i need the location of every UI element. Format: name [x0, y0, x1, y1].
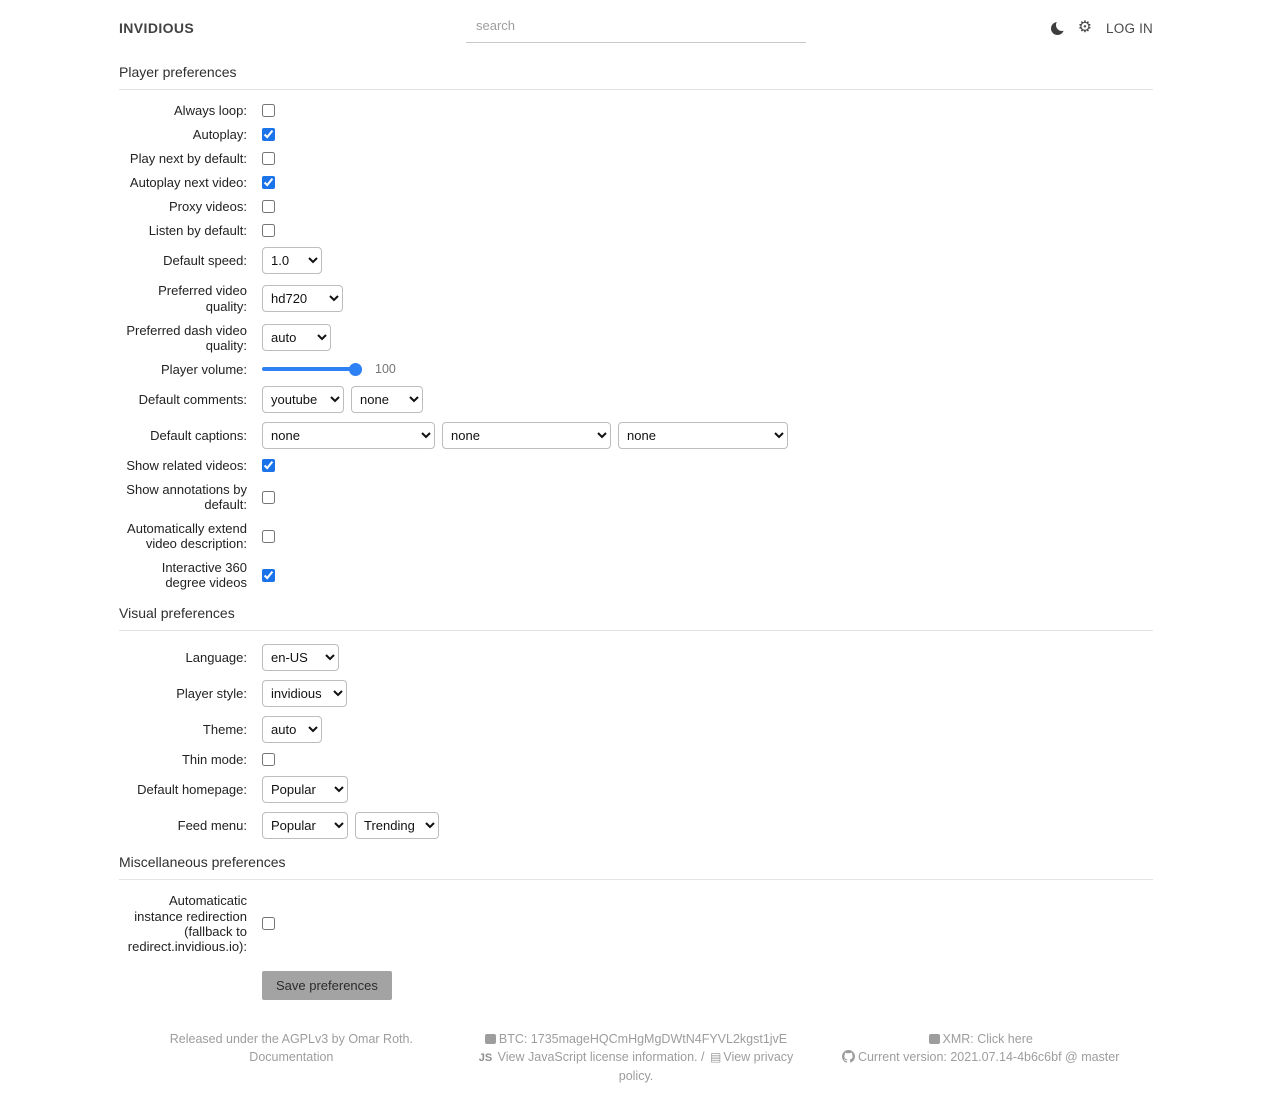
documentation-link[interactable]: Documentation [249, 1049, 334, 1064]
player-style-label: Player style: [176, 686, 247, 702]
pref-row-autoplay [119, 127, 1153, 142]
player-volume-label: Player volume: [161, 361, 247, 377]
brand-link[interactable]: INVIDIOUS [119, 20, 195, 36]
instance-redirect-label: Automaticatic instance redirection (fallback to redirect.invidious.io): [127, 893, 247, 954]
thin-mode-label: Thin mode: [181, 752, 247, 768]
interactive-360-label: Interactive 360 degree videos [161, 560, 247, 591]
footer-license-text: Released under the AGPLv3 by Omar Roth. [169, 1031, 413, 1046]
show-annotations-label: Show annotations by default: [126, 481, 247, 513]
default-speed-select[interactable] [262, 247, 322, 274]
pref-row-thin-mode [119, 752, 1153, 767]
save-row [119, 971, 1153, 1000]
autoplay-label: Autoplay: [192, 127, 247, 143]
show-annotations-checkbox[interactable] [262, 491, 275, 504]
pref-row-preferred-quality [119, 283, 1153, 313]
language-select[interactable] [262, 644, 339, 671]
show-related-label: Show related videos: [126, 457, 247, 473]
xmr-icon [929, 1034, 940, 1044]
search-input[interactable] [466, 13, 806, 43]
player-volume-value: 100 [375, 362, 396, 377]
pref-row-instance-redirect [119, 893, 1153, 953]
player-preferences-section [119, 90, 1153, 590]
pref-row-feed-menu [119, 812, 1153, 839]
dark-mode-moon-icon[interactable] [1051, 22, 1064, 35]
xmr-link[interactable]: XMR: Click here [942, 1031, 1033, 1046]
footer-donate-column [464, 1030, 809, 1085]
pref-row-preferred-dash-quality [119, 323, 1153, 353]
extend-description-checkbox[interactable] [262, 530, 275, 543]
default-comments-second-select[interactable] [351, 386, 423, 413]
default-comments-label: Default comments: [138, 391, 247, 407]
pref-row-proxy-videos [119, 199, 1153, 214]
pref-row-play-next [119, 151, 1153, 166]
default-captions-second-select[interactable] [442, 422, 611, 449]
show-related-checkbox[interactable] [262, 459, 275, 472]
pref-row-show-annotations [119, 482, 1153, 512]
version-link[interactable]: Current version: 2021.07.14-4b6c6bf @ master [857, 1049, 1120, 1064]
player-volume-slider[interactable] [262, 367, 362, 371]
btc-address-text: BTC: 1735mageHQCmHgMgDWtN4FYVL2kgst1jvE [498, 1031, 788, 1046]
default-captions-first-select[interactable] [262, 422, 435, 449]
instance-redirect-checkbox[interactable] [262, 917, 275, 930]
listen-by-default-label: Listen by default: [148, 223, 247, 239]
pref-row-theme [119, 716, 1153, 743]
pref-row-player-volume [119, 362, 1153, 377]
js-license-link[interactable]: View JavaScript license information. [497, 1049, 698, 1064]
navbar-center [466, 13, 806, 43]
preferred-quality-select[interactable] [262, 285, 343, 312]
interactive-360-checkbox[interactable] [262, 569, 275, 582]
autoplay-next-checkbox[interactable] [262, 176, 275, 189]
misc-preferences-section [119, 880, 1153, 999]
play-next-label: Play next by default: [129, 151, 247, 167]
default-captions-label: Default captions: [150, 427, 247, 443]
extend-description-label: Automatically extend video description: [127, 521, 247, 552]
gear-icon[interactable]: ⚙ [1077, 19, 1093, 36]
default-captions-third-select[interactable] [618, 422, 788, 449]
preferred-dash-quality-select[interactable] [262, 324, 331, 351]
always-loop-label: Always loop: [174, 103, 247, 118]
thin-mode-checkbox[interactable] [262, 753, 275, 766]
pref-row-language [119, 644, 1153, 671]
theme-select[interactable] [262, 716, 322, 743]
pref-row-default-comments [119, 386, 1153, 413]
feed-menu-label: Feed menu: [177, 818, 247, 834]
pref-row-default-captions [119, 422, 1153, 449]
pref-row-extend-description [119, 521, 1153, 551]
pref-row-interactive-360 [119, 560, 1153, 590]
pref-row-listen-by-default [119, 223, 1153, 238]
navbar-right [806, 20, 1153, 36]
misc-preferences-title: Miscellaneous preferences [119, 854, 1153, 880]
proxy-videos-label: Proxy videos: [168, 199, 247, 215]
pref-row-default-homepage [119, 776, 1153, 803]
pref-row-default-speed [119, 247, 1153, 274]
privacy-doc-icon: ▤ [710, 1049, 722, 1064]
player-preferences-title: Player preferences [119, 64, 1153, 90]
pref-row-show-related [119, 458, 1153, 473]
player-style-select[interactable] [262, 680, 347, 707]
btc-icon [485, 1034, 496, 1044]
visual-preferences-title: Visual preferences [119, 605, 1153, 631]
privacy-policy-link[interactable]: View privacy policy. [618, 1049, 794, 1083]
navbar [119, 0, 1153, 49]
footer-separator: / [701, 1049, 705, 1064]
theme-label: Theme: [202, 722, 247, 738]
default-comments-first-select[interactable] [262, 386, 344, 413]
always-loop-checkbox[interactable] [262, 104, 275, 117]
pref-row-player-style [119, 680, 1153, 707]
autoplay-checkbox[interactable] [262, 128, 275, 141]
pref-row-autoplay-next [119, 175, 1153, 190]
footer-license-column [119, 1030, 464, 1085]
github-icon [842, 1050, 855, 1063]
footer-version-column [808, 1030, 1153, 1085]
preferred-quality-label: Preferred video quality: [158, 283, 247, 314]
javascript-icon: JS [478, 1051, 493, 1064]
default-speed-label: Default speed: [163, 253, 247, 269]
play-next-checkbox[interactable] [262, 152, 275, 165]
proxy-videos-checkbox[interactable] [262, 200, 275, 213]
save-preferences-button[interactable]: Save preferences [262, 971, 392, 1000]
language-label: Language: [185, 650, 247, 666]
visual-preferences-section [119, 631, 1153, 839]
default-homepage-label: Default homepage: [137, 782, 247, 798]
footer [119, 1030, 1153, 1103]
login-link[interactable]: LOG IN [1106, 20, 1153, 36]
navbar-left [119, 20, 466, 36]
default-homepage-select[interactable] [262, 776, 348, 803]
autoplay-next-label: Autoplay next video: [129, 175, 247, 191]
feed-menu-second-select[interactable] [355, 812, 439, 839]
feed-menu-first-select[interactable] [262, 812, 348, 839]
preferred-dash-quality-label: Preferred dash video quality: [126, 322, 247, 353]
pref-row-always-loop [119, 103, 1153, 118]
listen-by-default-checkbox[interactable] [262, 224, 275, 237]
